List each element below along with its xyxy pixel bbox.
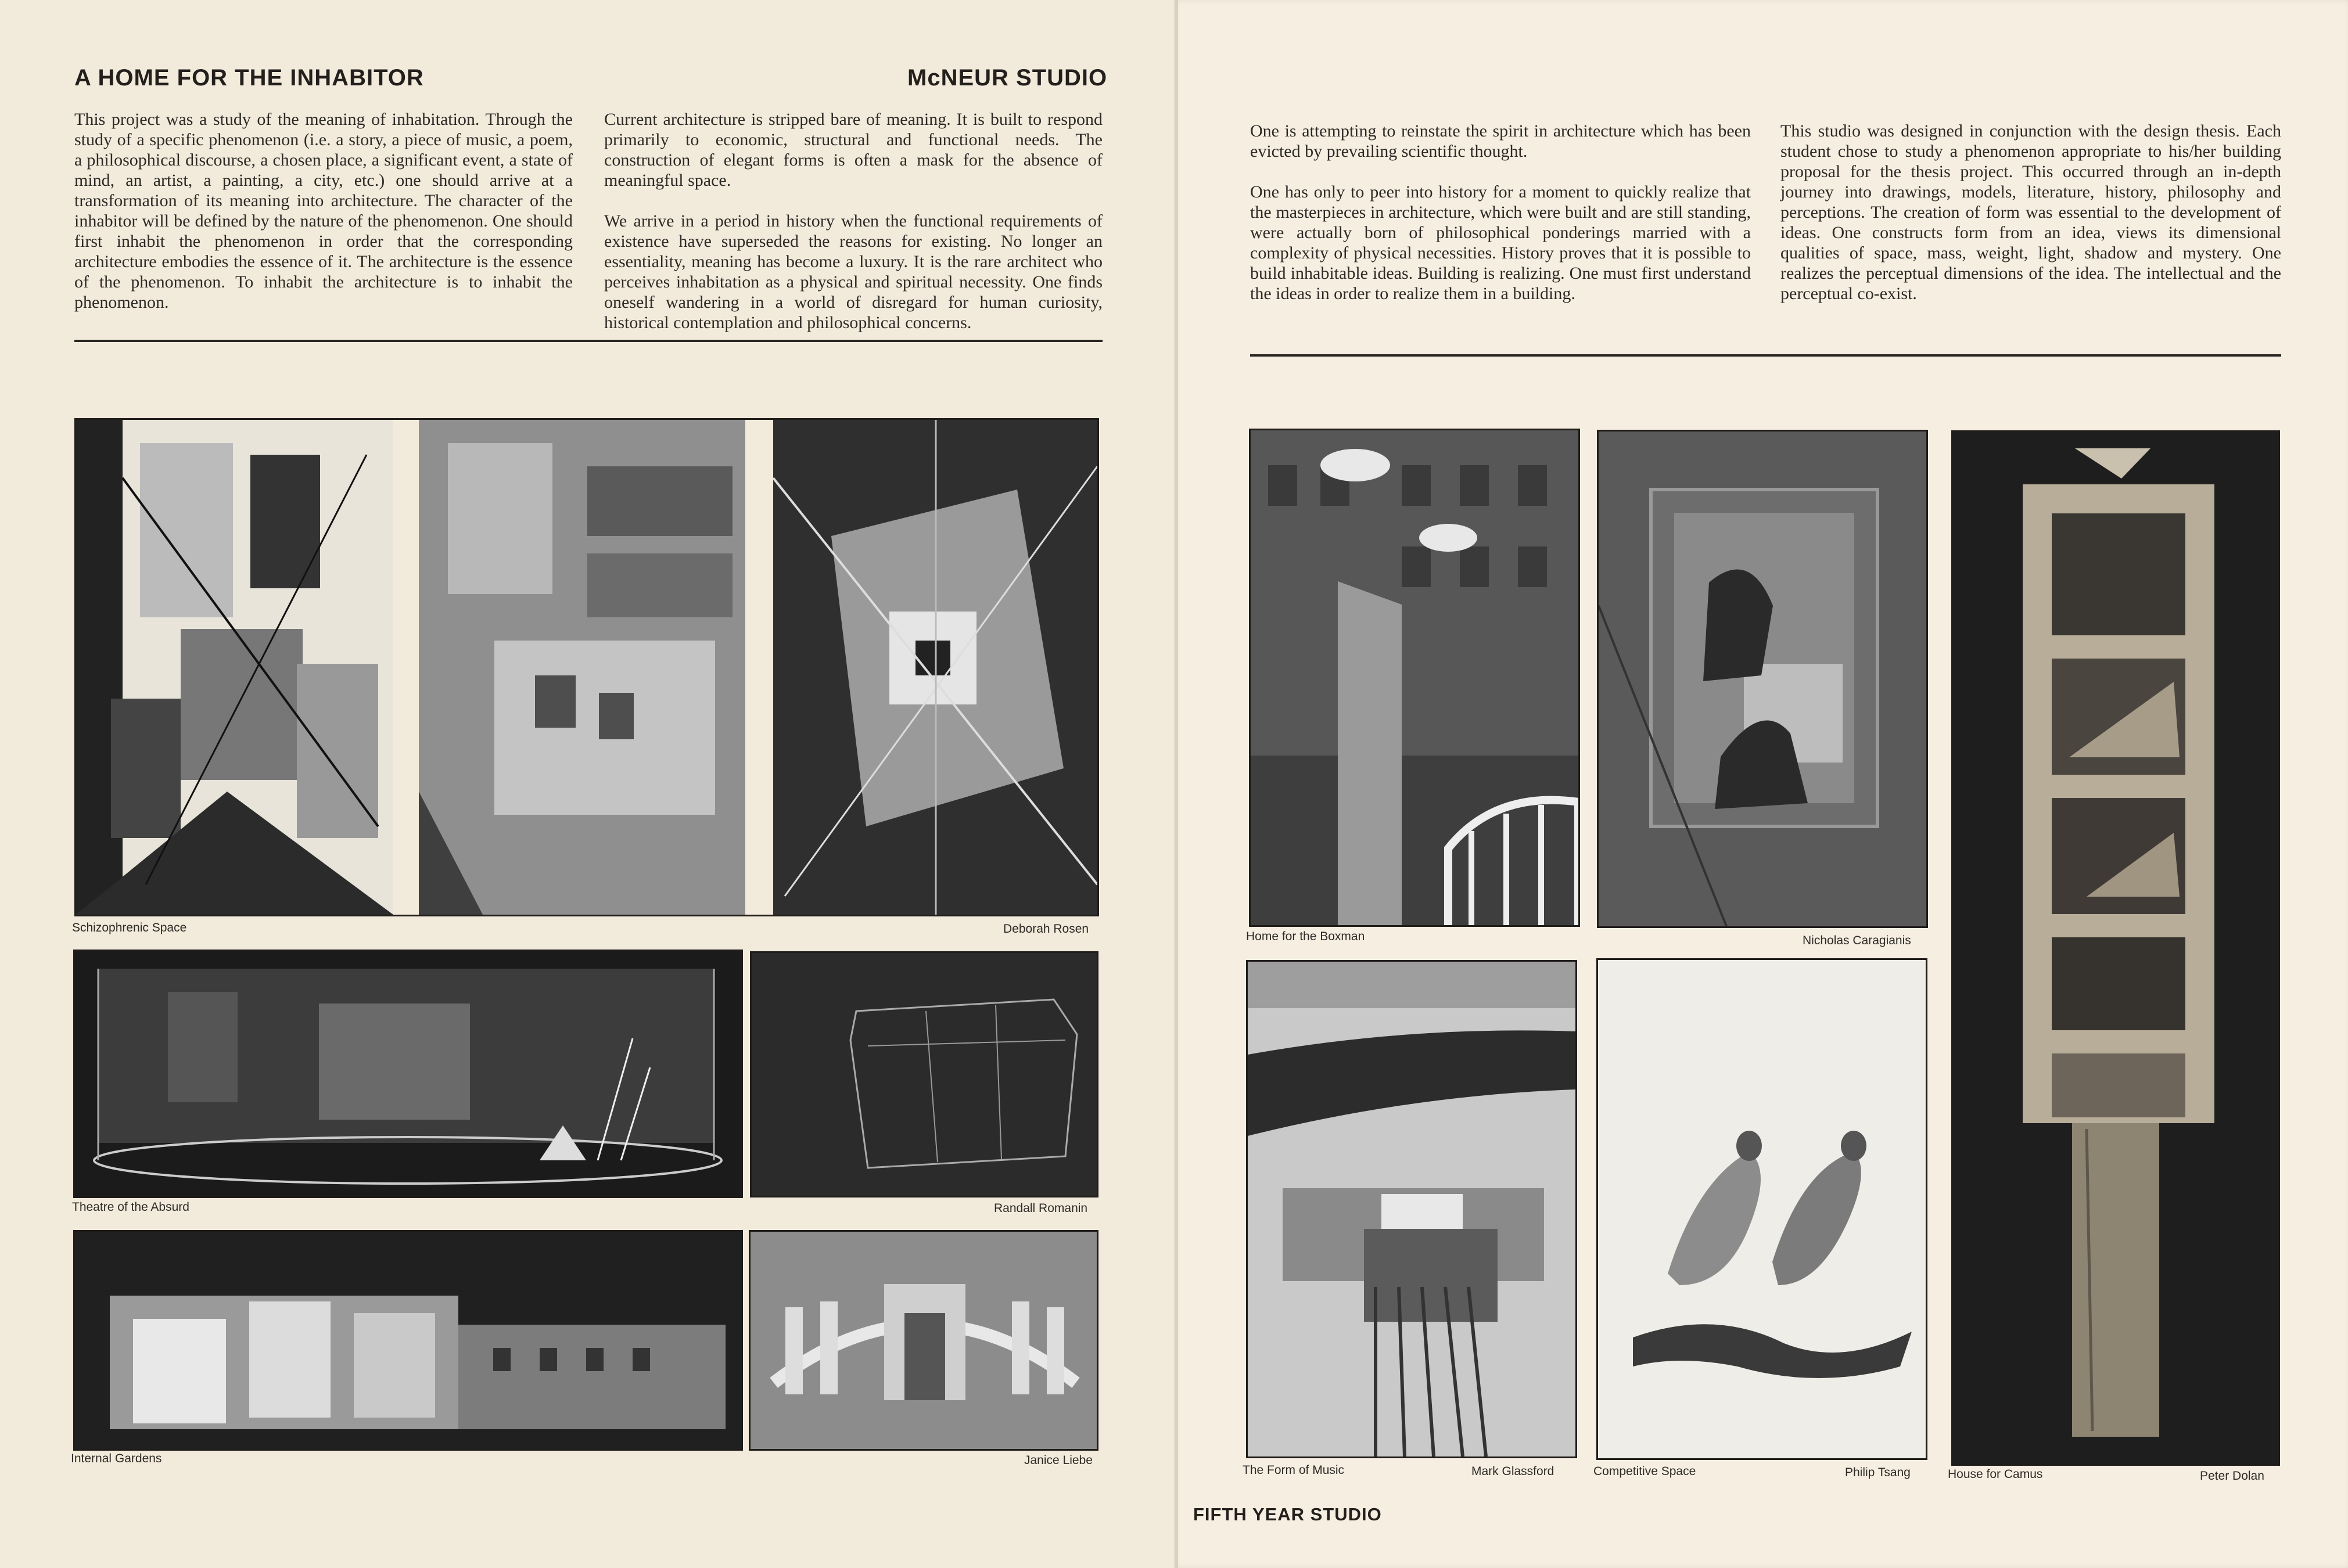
photo-caragianis xyxy=(1597,430,1928,928)
intro-paragraph: One has only to peer into history for a moment to quickly realize that the masterpieces in architecture, which were built and are still standing, were actually born of philosophical ponderings married with a complexity of physical necessities. History proves that it is possible to build inhabitable ideas. Building is realizing. One must first understand the ideas in order to realize them in a building. xyxy=(1250,182,1751,303)
footer-label: FIFTH YEAR STUDIO xyxy=(1193,1504,1382,1524)
intro-paragraph: Current architecture is stripped bare of meaning. It is built to respond primarily to economic, structural and functional needs. The construction of elegant forms is often a mask for the absence of meaningful space. xyxy=(604,110,1103,190)
caption-title: Home for the Boxman xyxy=(1246,930,1365,943)
caption-author: Nicholas Caragianis xyxy=(1803,934,1911,947)
intro-paragraph: This project was a study of the meaning of inhabitation. Through the study of a specific phenomenon (i.e. a story, a piece of music, a poem, a philosophical discourse, a chosen place, a significant event, a state of mind, an artist, a painting, a city, etc.) one should arrive at a transformation of its meaning into architecture. The character of the inhabitor will be defined by the nature of the phenomenon. One should first inhabit the phenomenon in order that the corresponding architecture embodies the essence of it. The architecture is the essence of the phenomenon. To inhabit the architecture is to inhabit the phenomenon. xyxy=(74,110,573,312)
photo-internal-gardens xyxy=(73,1230,743,1451)
photo-house-for-camus xyxy=(1951,430,2280,1466)
intro-column-1 xyxy=(1250,121,1751,324)
photo-home-for-the-boxman xyxy=(1249,429,1580,927)
caption-author: Randall Romanin xyxy=(994,1202,1088,1215)
caption-author: Deborah Rosen xyxy=(1003,922,1089,936)
right-page xyxy=(1175,0,2348,1568)
photo-glass-model xyxy=(750,951,1098,1197)
caption-title: House for Camus xyxy=(1948,1468,2043,1481)
caption-title: Internal Gardens xyxy=(71,1452,162,1465)
studio-title: McNEUR STUDIO xyxy=(907,65,1108,91)
caption-title: Competitive Space xyxy=(1593,1465,1696,1478)
photo-theatre-of-the-absurd xyxy=(73,950,743,1198)
caption-author: Philip Tsang xyxy=(1845,1466,1911,1479)
page-title-left: A HOME FOR THE INHABITOR xyxy=(74,65,424,91)
caption-title: Theatre of the Absurd xyxy=(72,1200,189,1214)
schizophrenic-space-images xyxy=(76,420,1097,915)
photo-row-schizophrenic-space xyxy=(74,418,1099,916)
intro-column-2 xyxy=(1780,121,2281,324)
photo-arch-drawing xyxy=(749,1230,1098,1451)
left-page xyxy=(0,0,1173,1568)
caption-author: Mark Glassford xyxy=(1471,1465,1554,1478)
caption-title: The Form of Music xyxy=(1243,1463,1345,1477)
intro-column-1 xyxy=(74,109,573,333)
intro-column-2 xyxy=(604,109,1103,353)
caption-author: Peter Dolan xyxy=(2200,1469,2264,1483)
intro-paragraph: We arrive in a period in history when the functional requirements of existence have superseded the reasons for existing. No longer an essentiality, meaning has become a luxury. It is the rare architect who perceives inhabitation as a physical and spiritual necessity. One finds oneself wandering in a world of disregard for human curiosity, historical contemplation and philosophical concerns. xyxy=(604,211,1103,332)
intro-paragraph: One is attempting to reinstate the spirit in architecture which has been evicted by prevailing scientific thought. xyxy=(1250,121,1751,161)
intro-paragraph: This studio was designed in conjunction with the design thesis. Each student chose to study a phenomenon appropriate to his/her building proposal for the thesis project. This occurred through an in-depth journey into drawings, models, literature, history, philosophy and perceptions. The creation of form was essential to the development of ideas. One constructs form from an idea, views its dimensional qualities of space, mass, weight, light, shadow and mystery. One realizes the perceptual dimensions of the idea. The intellectual and the perceptual co-exist. xyxy=(1780,121,2281,303)
caption-title: Schizophrenic Space xyxy=(72,921,187,934)
divider-rule xyxy=(1250,354,2281,357)
divider-rule xyxy=(74,340,1103,342)
photo-competitive-space xyxy=(1596,958,1927,1460)
caption-author: Janice Liebe xyxy=(1024,1454,1093,1467)
photo-the-form-of-music xyxy=(1246,960,1577,1458)
